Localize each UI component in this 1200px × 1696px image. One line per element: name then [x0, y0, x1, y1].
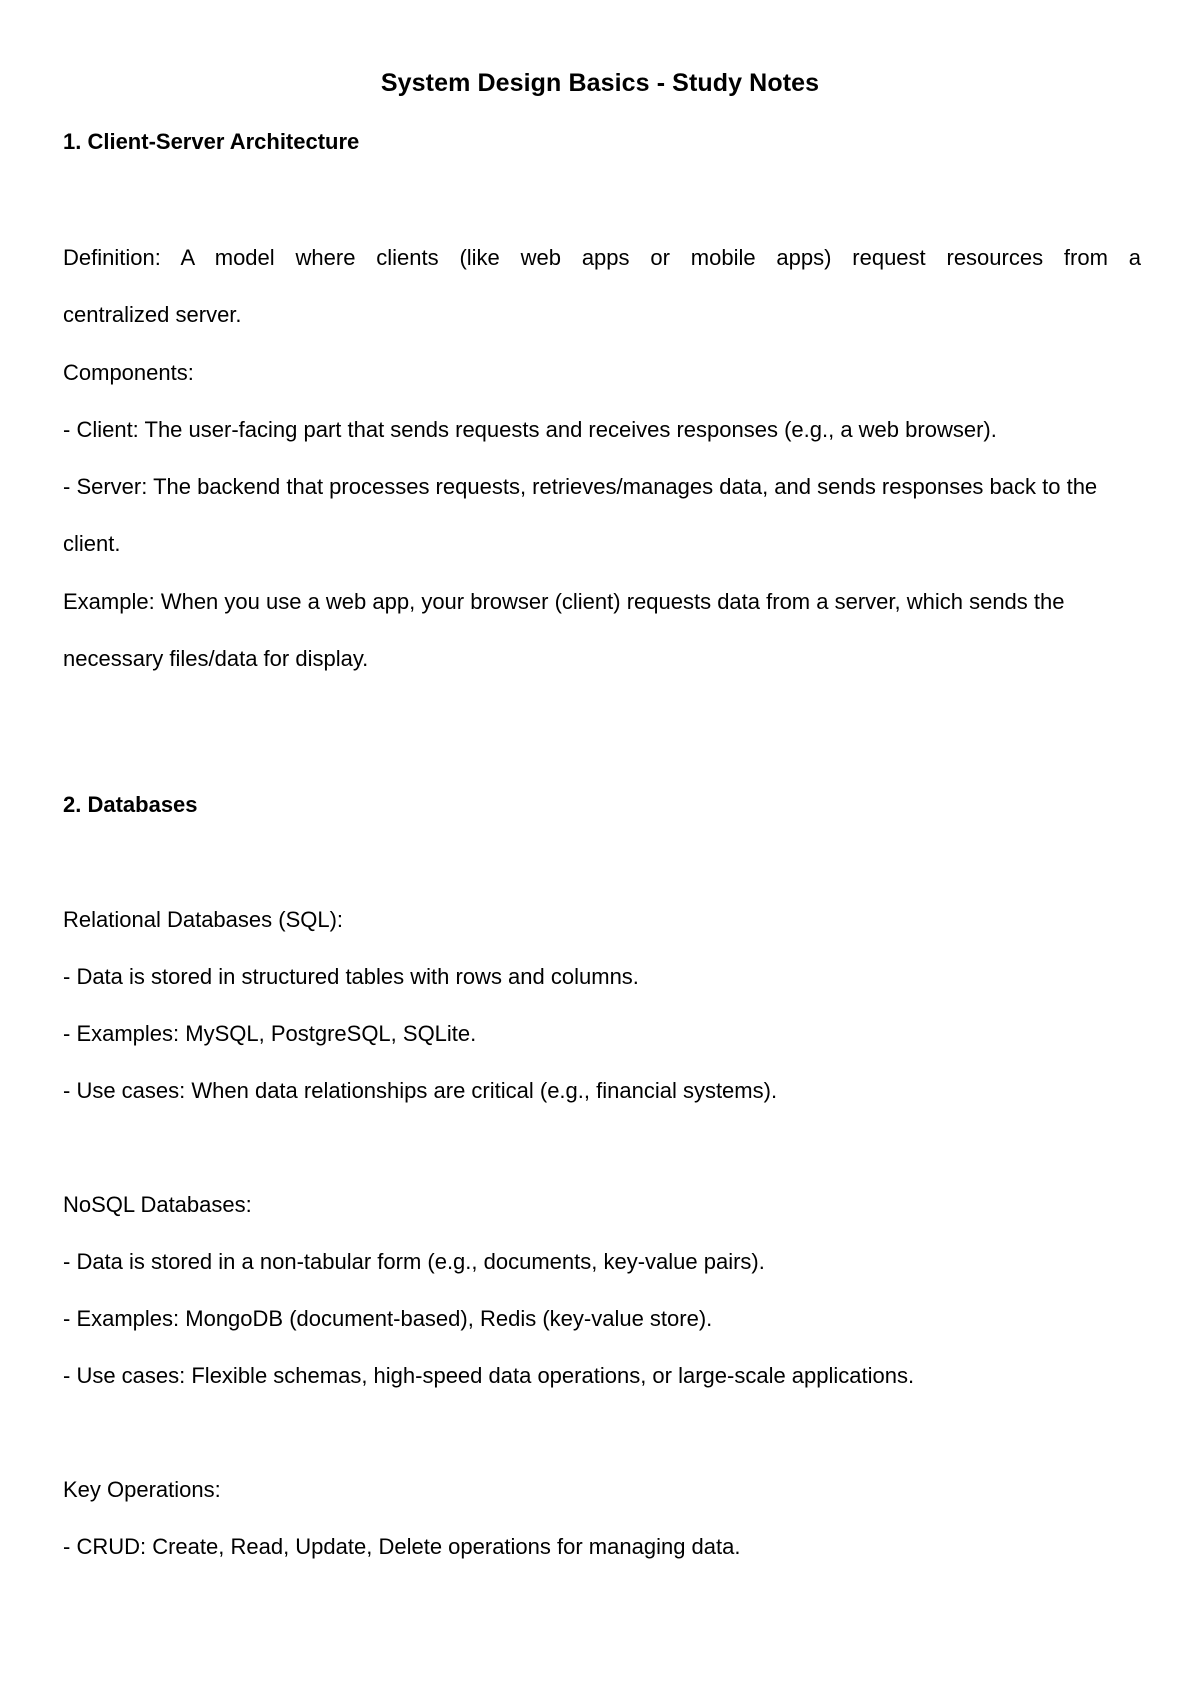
components-label: Components:: [63, 360, 194, 385]
list-item: - Use cases: Flexible schemas, high-speed data operations, or large-scale applications.: [63, 1363, 915, 1388]
component-server: - Server: The backend that processes requests, retrieves/manages data, and sends responses back to the client.: [63, 474, 1098, 556]
section-heading-databases: 2. Databases: [63, 792, 198, 817]
nosql-label: NoSQL Databases:: [63, 1192, 252, 1217]
definition-line-1: Definition: A model where clients (like web apps or mobile apps) request resources from a: [63, 245, 1141, 270]
list-item: - Use cases: When data relationships are critical (e.g., financial systems).: [63, 1078, 778, 1103]
relational-label: Relational Databases (SQL):: [63, 907, 344, 932]
component-client: - Client: The user-facing part that sends requests and receives responses (e.g., a web browser).: [63, 417, 997, 442]
list-item: - Data is stored in structured tables with rows and columns.: [63, 964, 639, 989]
list-item: - Data is stored in a non-tabular form (e.g., documents, key-value pairs).: [63, 1249, 765, 1274]
section-heading-client-server: 1. Client-Server Architecture: [63, 129, 360, 154]
list-item: - Examples: MongoDB (document-based), Redis (key-value store).: [63, 1306, 713, 1331]
list-item: - CRUD: Create, Read, Update, Delete operations for managing data.: [63, 1534, 741, 1559]
example-paragraph: Example: When you use a web app, your browser (client) requests data from a server, which sends the necessary files/data for display.: [63, 589, 1065, 671]
definition-line-2: centralized server.: [63, 302, 242, 327]
document-title: System Design Basics - Study Notes: [380, 69, 820, 97]
key-operations-label: Key Operations:: [63, 1477, 221, 1502]
list-item: - Examples: MySQL, PostgreSQL, SQLite.: [63, 1021, 477, 1046]
